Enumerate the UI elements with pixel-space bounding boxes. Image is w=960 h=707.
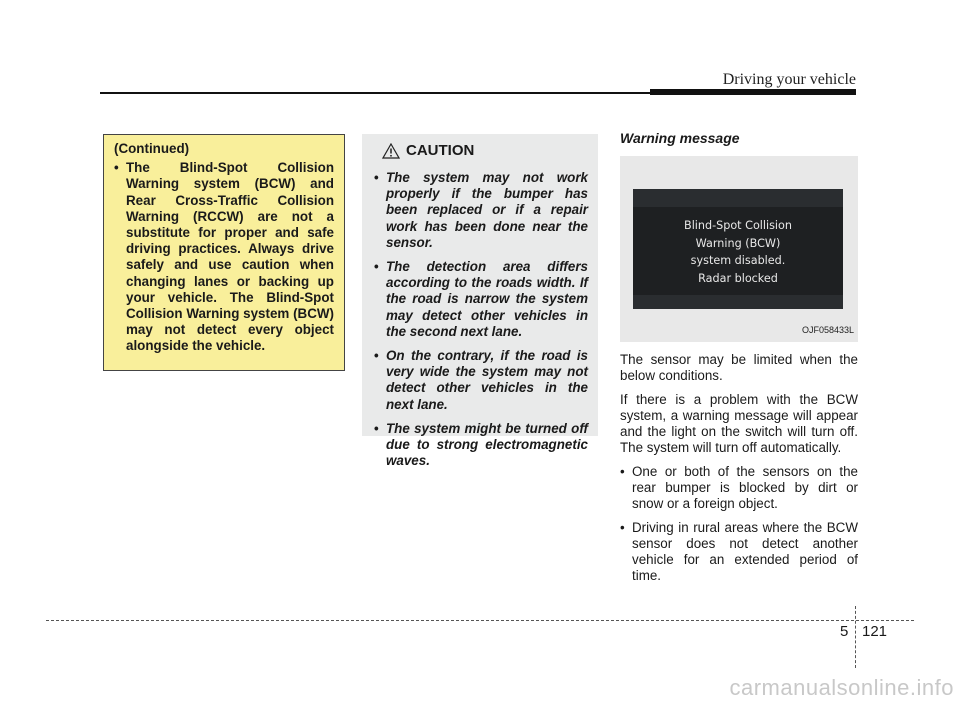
cluster-display (633, 189, 843, 309)
caution-item (374, 421, 588, 470)
footer-rule (46, 620, 914, 621)
warning-message-heading: Warning message (620, 130, 740, 146)
figure-code: OJF058433L (801, 325, 854, 335)
bullet-dot: • (374, 170, 379, 185)
condition-bullet-text: One or both of the sensors on the rear bumper is blocked by dirt or snow or a foreign object. (632, 464, 858, 511)
caution-item (374, 170, 588, 251)
display-line: system disabled. (690, 254, 786, 267)
display-band-top (633, 189, 843, 207)
warning-triangle-icon (382, 143, 400, 159)
bullet-dot: • (620, 464, 625, 479)
continued-bullet (114, 160, 334, 354)
bullet-dot: • (374, 259, 379, 275)
display-message (633, 217, 843, 287)
caution-item (374, 348, 588, 413)
bullet-dot: • (374, 348, 379, 364)
header-rule-accent (650, 89, 856, 95)
chapter-number: 5 (840, 623, 849, 640)
bullet-dot: • (620, 520, 625, 535)
continued-title: (Continued) (114, 141, 190, 156)
caution-heading (382, 140, 588, 162)
caution-item (374, 259, 588, 340)
body-paragraph: The sensor may be limited when the below conditions. (620, 352, 858, 383)
caution-item-text: The system might be turned off due to strong electromagnetic waves. (386, 420, 588, 469)
figure-panel (620, 156, 858, 342)
condition-bullet-text: Driving in rural areas where the BCW sensor does not detect another vehicle for an extended period of time. (632, 520, 858, 583)
caution-heading-text: CAUTION (406, 141, 475, 159)
display-line: Warning (BCW) (695, 236, 781, 250)
page-number: 121 (862, 623, 888, 640)
body-paragraph: If there is a problem with the BCW system, a warning message will appear and the light on the switch will turn off. The system will turn off automatically. (620, 392, 858, 455)
display-line: Blind-Spot Collision (684, 219, 792, 232)
caution-item-text: On the contrary, if the road is very wide the system may not detect other vehicles in the next lane. (386, 348, 588, 412)
condition-bullet (620, 464, 858, 512)
continued-box (103, 134, 345, 371)
bullet-dot: • (374, 420, 379, 436)
right-column (620, 130, 858, 584)
continued-bullet-text: The Blind-Spot Collision Warning system (BCW) and Rear Cross-Traffic Collision Warning (RCCW) are not a substitute for proper and safe driving practices. Always drive safely and use caution when changing lanes or backing up your vehicle. The Blind-Spot Collision Warning system (BCW) may not detect every object alongside the vehicle. (126, 160, 334, 354)
caution-item-text: The detection area differs according to the roads width. If the road is narrow the system may detect other vehicles in the second next lane. (386, 259, 588, 339)
display-band-bottom (633, 295, 843, 309)
bullet-dot: • (114, 160, 119, 176)
display-line: Radar blocked (698, 271, 778, 285)
caution-item-text: The system may not work properly if the bumper has been replaced or if a repair work has been done near the sensor. (386, 170, 588, 250)
section-title: Driving your vehicle (722, 71, 856, 88)
caution-box (362, 134, 598, 469)
watermark: carmanualsonline.info (729, 675, 954, 700)
footer-divider (855, 606, 856, 668)
condition-bullet (620, 520, 858, 584)
